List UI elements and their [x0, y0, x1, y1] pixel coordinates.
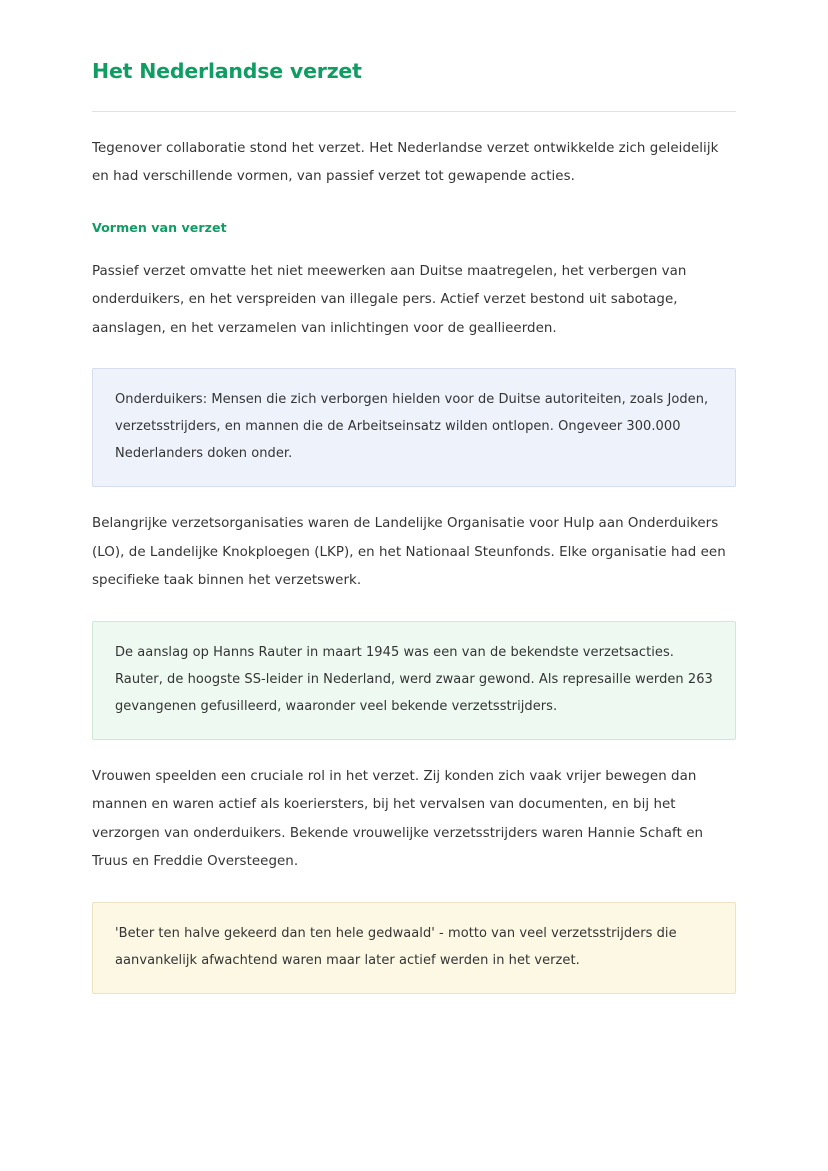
section-heading-vormen-van-verzet: Vormen van verzet: [92, 219, 227, 235]
callout-aanslag-rauter-text: De aanslag op Hanns Rauter in maart 1945 was een van de bekendste verzetsacties. Rauter, de hoogste SS-leider in Nederland, werd zwaar gewond. Als represaille werden 263 gevangenen gefusilleerd, waaronder veel bekende verzetsstrijders.: [115, 644, 713, 714]
title-divider: [92, 111, 736, 112]
callout-aanslag-rauter: [92, 621, 736, 740]
paragraph-vrouwen-in-verzet: Vrouwen speelden een cruciale rol in het verzet. Zij konden zich vaak vrijer bewegen dan mannen en waren actief als koeriersters, bij het vervalsen van documenten, en bij het verzorgen van onderduikers. Bekende vrouwelijke verzetsstrijders waren Hannie Schaft en Truus en Freddie Oversteegen.: [92, 768, 704, 870]
intro-paragraph: Tegenover collaboratie stond het verzet. Het Nederlandse verzet ontwikkelde zich geleidelijk en had verschillende vormen, van passief verzet tot gewapende acties.: [92, 140, 719, 185]
callout-motto: [92, 902, 736, 994]
callout-onderduikers-text: Onderduikers: Mensen die zich verborgen hielden voor de Duitse autoriteiten, zoals Joden, verzetsstrijders, en mannen die de Arbeitseinsatz wilden ontlopen. Ongeveer 300.000 Nederlanders doken onder.: [115, 392, 709, 462]
page-title: Het Nederlandse verzet: [92, 59, 362, 83]
callout-onderduikers: [92, 368, 736, 487]
paragraph-verzetsorganisaties: Belangrijke verzetsorganisaties waren de Landelijke Organisatie voor Hulp aan Onderduikers (LO), de Landelijke Knokploegen (LKP), en het Nationaal Steunfonds. Elke organisatie had een specifieke taak binnen het verzetswerk.: [92, 516, 726, 589]
callout-motto-text: 'Beter ten halve gekeerd dan ten hele gedwaald' - motto van veel verzetsstrijders die aanvankelijk afwachtend waren maar later actief werden in het verzet.: [115, 925, 677, 968]
paragraph-passief-verzet: Passief verzet omvatte het niet meewerken aan Duitse maatregelen, het verbergen van onderduikers, en het verspreiden van illegale pers. Actief verzet bestond uit sabotage, aanslagen, en het verzamelen van inlichtingen voor de geallieerden.: [92, 263, 687, 336]
